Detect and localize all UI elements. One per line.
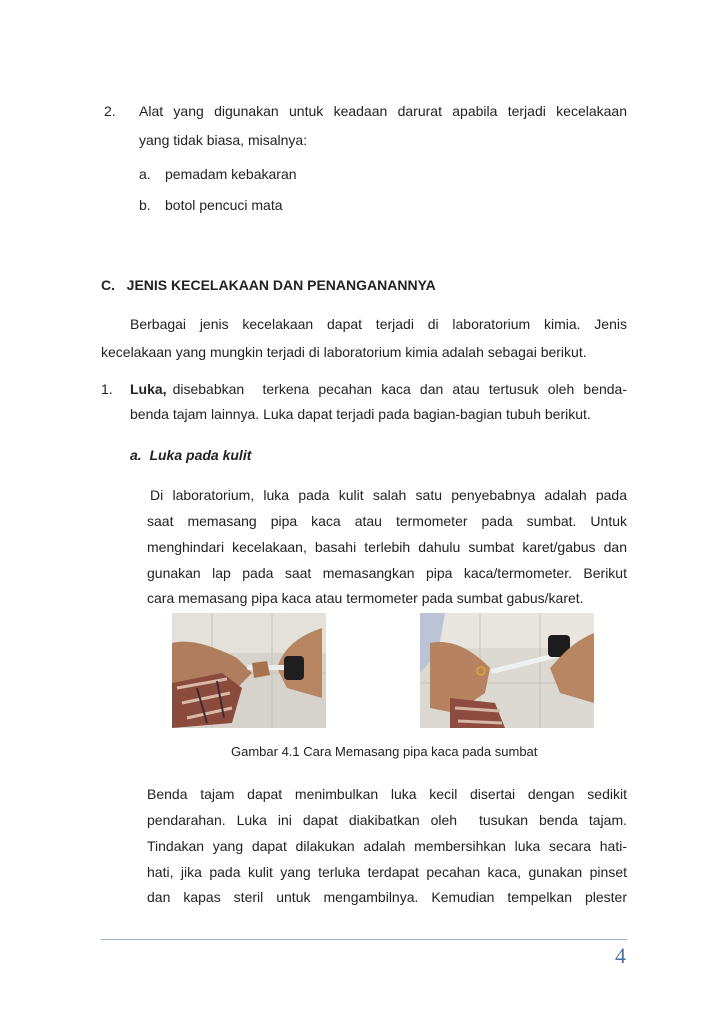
para2-line: hati, jika pada kulit yang terluka terdapat pecahan kaca, gunakan pinset — [147, 864, 627, 880]
item2-line1: Alat yang digunakan untuk keadaan darurat apabila terjadi kecelakaan — [139, 103, 627, 119]
page-number: 4 — [615, 943, 626, 968]
para2-line: pendarahan. Luka ini dapat diakibatkan oleh tusukan benda tajam. — [147, 812, 627, 828]
section-heading: C. JENIS KECELAKAAN DAN PENANGANANNYA — [101, 277, 436, 293]
para1-line: cara memasang pipa kaca atau termometer pada sumbat gabus/karet. — [147, 590, 584, 606]
item1-number: 1. — [101, 381, 113, 397]
para2-line: dan kapas steril untuk mengambilnya. Kemudian tempelkan plester — [147, 889, 627, 905]
item2-sub-b-marker: b. — [139, 197, 151, 213]
para1-line: menghindari kecelakaan, basahi terlebih dahulu sumbat karet/gabus dan — [147, 539, 627, 555]
item1-line2: benda tajam lainnya. Luka dapat terjadi pada bagian-bagian tubuh berikut. — [130, 406, 591, 422]
footer-divider — [101, 939, 627, 940]
photo-inserting-pipe-left — [172, 613, 326, 728]
item2-line2: yang tidak biasa, misalnya: — [139, 132, 308, 148]
item2-sub-a-marker: a. — [139, 166, 151, 182]
para2-line: Benda tajam dapat menimbulkan luka kecil disertai dengan sedikit — [147, 786, 627, 802]
item2-sub-a: pemadam kebakaran — [165, 166, 297, 182]
photo-inserting-pipe-right — [420, 613, 594, 728]
para1-line: saat memasang pipa kaca atau termometer pada sumbat. Untuk — [147, 513, 627, 529]
item2-number: 2. — [104, 103, 116, 119]
item1-bold-term: Luka, — [130, 381, 167, 397]
item1-line1 — [130, 379, 627, 399]
item1-line1-rest: disebabkan terkena pecahan kaca dan atau tertusuk oleh benda- — [172, 381, 627, 397]
figure-caption: Gambar 4.1 Cara Memasang pipa kaca pada sumbat — [231, 744, 538, 759]
intro-line2: kecelakaan yang mungkin terjadi di laboratorium kimia adalah sebagai berikut. — [101, 344, 587, 360]
subsection-heading: a. Luka pada kulit — [130, 447, 252, 463]
para1-line: gunakan lap pada saat memasangkan pipa kaca/termometer. Berikut — [147, 565, 627, 581]
para1-line: Di laboratorium, luka pada kulit salah satu penyebabnya adalah pada — [150, 487, 627, 503]
para2-line: Tindakan yang dapat dilakukan adalah membersihkan luka secara hati- — [147, 838, 627, 854]
item2-sub-b: botol pencuci mata — [165, 197, 283, 213]
intro-line1: Berbagai jenis kecelakaan dapat terjadi di laboratorium kimia. Jenis — [130, 316, 627, 332]
